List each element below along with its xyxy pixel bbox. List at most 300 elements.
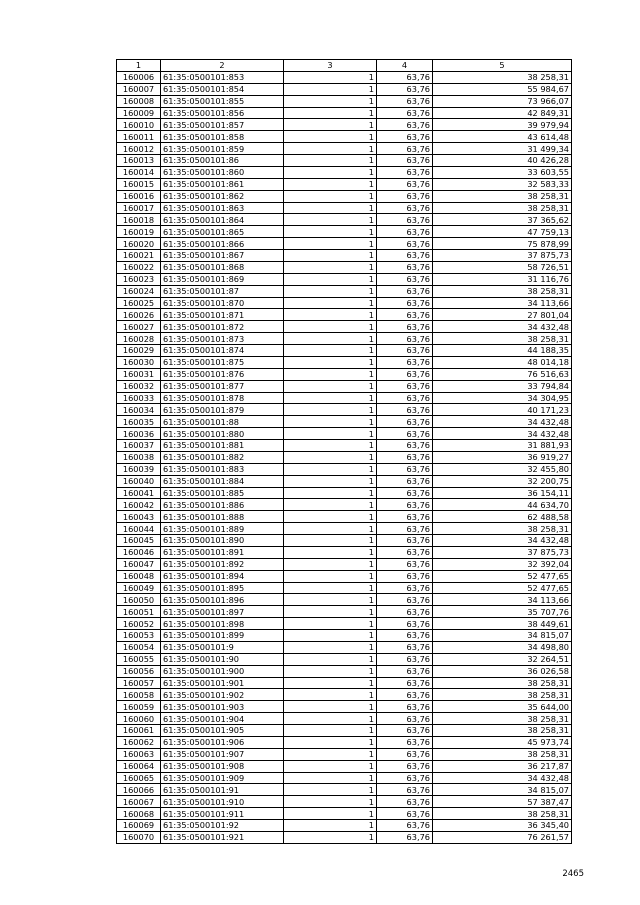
value-cell: 44 634,70 xyxy=(433,499,572,511)
value-cell: 35 644,00 xyxy=(433,701,572,713)
cadastral-number-cell: 61:35:0500101:881 xyxy=(161,440,284,452)
cadastral-number-cell: 61:35:0500101:865 xyxy=(161,226,284,238)
cadastral-number-cell: 61:35:0500101:921 xyxy=(161,831,284,843)
area-cell: 63,76 xyxy=(377,285,433,297)
value-cell: 34 304,95 xyxy=(433,392,572,404)
table-row xyxy=(117,202,572,214)
quantity-cell: 1 xyxy=(284,808,377,820)
table-row xyxy=(117,273,572,285)
table-row xyxy=(117,606,572,618)
value-cell: 34 498,80 xyxy=(433,641,572,653)
quantity-cell: 1 xyxy=(284,689,377,701)
cadastral-number-cell: 61:35:0500101:863 xyxy=(161,202,284,214)
table-row xyxy=(117,784,572,796)
area-cell: 63,76 xyxy=(377,202,433,214)
area-cell: 63,76 xyxy=(377,689,433,701)
quantity-cell: 1 xyxy=(284,250,377,262)
cadastral-number-cell: 61:35:0500101:9 xyxy=(161,641,284,653)
row-number-cell: 160062 xyxy=(117,736,161,748)
column-header-1: 1 xyxy=(117,60,161,72)
row-number-cell: 160067 xyxy=(117,796,161,808)
quantity-cell: 1 xyxy=(284,131,377,143)
cadastral-number-cell: 61:35:0500101:92 xyxy=(161,820,284,832)
table-row xyxy=(117,796,572,808)
row-number-cell: 160018 xyxy=(117,214,161,226)
quantity-cell: 1 xyxy=(284,261,377,273)
area-cell: 63,76 xyxy=(377,297,433,309)
area-cell: 63,76 xyxy=(377,178,433,190)
row-number-cell: 160043 xyxy=(117,511,161,523)
row-number-cell: 160010 xyxy=(117,119,161,131)
cadastral-number-cell: 61:35:0500101:897 xyxy=(161,606,284,618)
quantity-cell: 1 xyxy=(284,725,377,737)
area-cell: 63,76 xyxy=(377,416,433,428)
area-cell: 63,76 xyxy=(377,725,433,737)
cadastral-number-cell: 61:35:0500101:886 xyxy=(161,499,284,511)
area-cell: 63,76 xyxy=(377,796,433,808)
table-row xyxy=(117,570,572,582)
value-cell: 55 984,67 xyxy=(433,83,572,95)
cadastral-number-cell: 61:35:0500101:901 xyxy=(161,677,284,689)
cadastral-number-cell: 61:35:0500101:911 xyxy=(161,808,284,820)
row-number-cell: 160013 xyxy=(117,155,161,167)
quantity-cell: 1 xyxy=(284,368,377,380)
quantity-cell: 1 xyxy=(284,748,377,760)
cadastral-number-cell: 61:35:0500101:888 xyxy=(161,511,284,523)
value-cell: 32 264,51 xyxy=(433,653,572,665)
table-row xyxy=(117,546,572,558)
table-row xyxy=(117,582,572,594)
area-cell: 63,76 xyxy=(377,238,433,250)
quantity-cell: 1 xyxy=(284,440,377,452)
area-cell: 63,76 xyxy=(377,665,433,677)
row-number-cell: 160068 xyxy=(117,808,161,820)
table-row xyxy=(117,736,572,748)
table-row xyxy=(117,297,572,309)
value-cell: 38 258,31 xyxy=(433,190,572,202)
area-cell: 63,76 xyxy=(377,760,433,772)
area-cell: 63,76 xyxy=(377,582,433,594)
value-cell: 45 973,74 xyxy=(433,736,572,748)
value-cell: 36 026,58 xyxy=(433,665,572,677)
row-number-cell: 160036 xyxy=(117,428,161,440)
table-row xyxy=(117,107,572,119)
row-number-cell: 160059 xyxy=(117,701,161,713)
area-cell: 63,76 xyxy=(377,214,433,226)
cadastral-number-cell: 61:35:0500101:885 xyxy=(161,487,284,499)
quantity-cell: 1 xyxy=(284,297,377,309)
table-row xyxy=(117,713,572,725)
row-number-cell: 160058 xyxy=(117,689,161,701)
value-cell: 39 979,94 xyxy=(433,119,572,131)
cadastral-number-cell: 61:35:0500101:864 xyxy=(161,214,284,226)
quantity-cell: 1 xyxy=(284,820,377,832)
cadastral-number-cell: 61:35:0500101:905 xyxy=(161,725,284,737)
cadastral-number-cell: 61:35:0500101:879 xyxy=(161,404,284,416)
quantity-cell: 1 xyxy=(284,546,377,558)
table-row xyxy=(117,178,572,190)
column-header-3: 3 xyxy=(284,60,377,72)
row-number-cell: 160050 xyxy=(117,594,161,606)
quantity-cell: 1 xyxy=(284,214,377,226)
quantity-cell: 1 xyxy=(284,119,377,131)
value-cell: 36 919,27 xyxy=(433,451,572,463)
area-cell: 63,76 xyxy=(377,630,433,642)
cadastral-number-cell: 61:35:0500101:874 xyxy=(161,345,284,357)
quantity-cell: 1 xyxy=(284,190,377,202)
area-cell: 63,76 xyxy=(377,273,433,285)
value-cell: 34 113,66 xyxy=(433,594,572,606)
value-cell: 44 188,35 xyxy=(433,345,572,357)
area-cell: 63,76 xyxy=(377,511,433,523)
data-table xyxy=(116,59,572,844)
row-number-cell: 160030 xyxy=(117,356,161,368)
value-cell: 52 477,65 xyxy=(433,570,572,582)
area-cell: 63,76 xyxy=(377,653,433,665)
column-header-4: 4 xyxy=(377,60,433,72)
quantity-cell: 1 xyxy=(284,736,377,748)
header-row xyxy=(117,60,572,72)
cadastral-number-cell: 61:35:0500101:858 xyxy=(161,131,284,143)
quantity-cell: 1 xyxy=(284,71,377,83)
quantity-cell: 1 xyxy=(284,345,377,357)
value-cell: 38 258,31 xyxy=(433,725,572,737)
cadastral-number-cell: 61:35:0500101:869 xyxy=(161,273,284,285)
quantity-cell: 1 xyxy=(284,701,377,713)
row-number-cell: 160032 xyxy=(117,380,161,392)
row-number-cell: 160065 xyxy=(117,772,161,784)
table-row xyxy=(117,356,572,368)
area-cell: 63,76 xyxy=(377,487,433,499)
quantity-cell: 1 xyxy=(284,392,377,404)
cadastral-number-cell: 61:35:0500101:903 xyxy=(161,701,284,713)
table-row xyxy=(117,333,572,345)
cadastral-number-cell: 61:35:0500101:871 xyxy=(161,309,284,321)
table-row xyxy=(117,261,572,273)
row-number-cell: 160023 xyxy=(117,273,161,285)
row-number-cell: 160055 xyxy=(117,653,161,665)
row-number-cell: 160038 xyxy=(117,451,161,463)
table-row xyxy=(117,475,572,487)
area-cell: 63,76 xyxy=(377,155,433,167)
row-number-cell: 160015 xyxy=(117,178,161,190)
row-number-cell: 160039 xyxy=(117,463,161,475)
cadastral-number-cell: 61:35:0500101:892 xyxy=(161,558,284,570)
row-number-cell: 160034 xyxy=(117,404,161,416)
value-cell: 34 432,48 xyxy=(433,321,572,333)
value-cell: 32 200,75 xyxy=(433,475,572,487)
table-row xyxy=(117,380,572,392)
area-cell: 63,76 xyxy=(377,428,433,440)
row-number-cell: 160008 xyxy=(117,95,161,107)
quantity-cell: 1 xyxy=(284,451,377,463)
value-cell: 32 583,33 xyxy=(433,178,572,190)
quantity-cell: 1 xyxy=(284,677,377,689)
quantity-cell: 1 xyxy=(284,665,377,677)
table-row xyxy=(117,428,572,440)
row-number-cell: 160040 xyxy=(117,475,161,487)
area-cell: 63,76 xyxy=(377,107,433,119)
quantity-cell: 1 xyxy=(284,570,377,582)
row-number-cell: 160031 xyxy=(117,368,161,380)
quantity-cell: 1 xyxy=(284,772,377,784)
quantity-cell: 1 xyxy=(284,143,377,155)
area-cell: 63,76 xyxy=(377,736,433,748)
area-cell: 63,76 xyxy=(377,748,433,760)
value-cell: 76 516,63 xyxy=(433,368,572,380)
quantity-cell: 1 xyxy=(284,356,377,368)
table-row xyxy=(117,321,572,333)
row-number-cell: 160020 xyxy=(117,238,161,250)
table-row xyxy=(117,416,572,428)
area-cell: 63,76 xyxy=(377,475,433,487)
table-row xyxy=(117,523,572,535)
cadastral-number-cell: 61:35:0500101:909 xyxy=(161,772,284,784)
quantity-cell: 1 xyxy=(284,630,377,642)
row-number-cell: 160047 xyxy=(117,558,161,570)
table-row xyxy=(117,463,572,475)
value-cell: 37 875,73 xyxy=(433,546,572,558)
value-cell: 38 258,31 xyxy=(433,202,572,214)
cadastral-number-cell: 61:35:0500101:872 xyxy=(161,321,284,333)
value-cell: 40 426,28 xyxy=(433,155,572,167)
table-row xyxy=(117,677,572,689)
row-number-cell: 160022 xyxy=(117,261,161,273)
area-cell: 63,76 xyxy=(377,143,433,155)
cadastral-number-cell: 61:35:0500101:854 xyxy=(161,83,284,95)
cadastral-number-cell: 61:35:0500101:876 xyxy=(161,368,284,380)
quantity-cell: 1 xyxy=(284,594,377,606)
cadastral-number-cell: 61:35:0500101:91 xyxy=(161,784,284,796)
value-cell: 38 258,31 xyxy=(433,808,572,820)
cadastral-number-cell: 61:35:0500101:891 xyxy=(161,546,284,558)
value-cell: 36 345,40 xyxy=(433,820,572,832)
value-cell: 62 488,58 xyxy=(433,511,572,523)
table-row xyxy=(117,345,572,357)
value-cell: 52 477,65 xyxy=(433,582,572,594)
area-cell: 63,76 xyxy=(377,772,433,784)
table-row xyxy=(117,143,572,155)
quantity-cell: 1 xyxy=(284,178,377,190)
area-cell: 63,76 xyxy=(377,119,433,131)
area-cell: 63,76 xyxy=(377,131,433,143)
row-number-cell: 160061 xyxy=(117,725,161,737)
table-row xyxy=(117,238,572,250)
value-cell: 38 258,31 xyxy=(433,523,572,535)
quantity-cell: 1 xyxy=(284,238,377,250)
value-cell: 75 878,99 xyxy=(433,238,572,250)
table-row xyxy=(117,309,572,321)
table-row xyxy=(117,630,572,642)
area-cell: 63,76 xyxy=(377,250,433,262)
value-cell: 42 849,31 xyxy=(433,107,572,119)
table-row xyxy=(117,665,572,677)
area-cell: 63,76 xyxy=(377,701,433,713)
row-number-cell: 160021 xyxy=(117,250,161,262)
area-cell: 63,76 xyxy=(377,820,433,832)
row-number-cell: 160012 xyxy=(117,143,161,155)
cadastral-number-cell: 61:35:0500101:907 xyxy=(161,748,284,760)
value-cell: 34 432,48 xyxy=(433,772,572,784)
quantity-cell: 1 xyxy=(284,166,377,178)
cadastral-number-cell: 61:35:0500101:884 xyxy=(161,475,284,487)
quantity-cell: 1 xyxy=(284,487,377,499)
value-cell: 76 261,57 xyxy=(433,831,572,843)
cadastral-number-cell: 61:35:0500101:866 xyxy=(161,238,284,250)
area-cell: 63,76 xyxy=(377,546,433,558)
area-cell: 63,76 xyxy=(377,618,433,630)
table-row xyxy=(117,808,572,820)
value-cell: 38 258,31 xyxy=(433,748,572,760)
row-number-cell: 160060 xyxy=(117,713,161,725)
cadastral-number-cell: 61:35:0500101:855 xyxy=(161,95,284,107)
table-row xyxy=(117,440,572,452)
area-cell: 63,76 xyxy=(377,523,433,535)
value-cell: 34 432,48 xyxy=(433,535,572,547)
table-row xyxy=(117,820,572,832)
value-cell: 31 881,93 xyxy=(433,440,572,452)
quantity-cell: 1 xyxy=(284,83,377,95)
row-number-cell: 160014 xyxy=(117,166,161,178)
cadastral-number-cell: 61:35:0500101:878 xyxy=(161,392,284,404)
area-cell: 63,76 xyxy=(377,451,433,463)
value-cell: 48 014,18 xyxy=(433,356,572,368)
row-number-cell: 160033 xyxy=(117,392,161,404)
area-cell: 63,76 xyxy=(377,831,433,843)
cadastral-number-cell: 61:35:0500101:87 xyxy=(161,285,284,297)
area-cell: 63,76 xyxy=(377,261,433,273)
table-row xyxy=(117,285,572,297)
quantity-cell: 1 xyxy=(284,535,377,547)
area-cell: 63,76 xyxy=(377,808,433,820)
quantity-cell: 1 xyxy=(284,463,377,475)
area-cell: 63,76 xyxy=(377,594,433,606)
table-row xyxy=(117,689,572,701)
cadastral-number-cell: 61:35:0500101:895 xyxy=(161,582,284,594)
row-number-cell: 160069 xyxy=(117,820,161,832)
cadastral-number-cell: 61:35:0500101:873 xyxy=(161,333,284,345)
value-cell: 38 258,31 xyxy=(433,677,572,689)
cadastral-number-cell: 61:35:0500101:880 xyxy=(161,428,284,440)
cadastral-number-cell: 61:35:0500101:900 xyxy=(161,665,284,677)
area-cell: 63,76 xyxy=(377,677,433,689)
cadastral-number-cell: 61:35:0500101:883 xyxy=(161,463,284,475)
area-cell: 63,76 xyxy=(377,784,433,796)
cadastral-number-cell: 61:35:0500101:875 xyxy=(161,356,284,368)
cadastral-number-cell: 61:35:0500101:860 xyxy=(161,166,284,178)
area-cell: 63,76 xyxy=(377,309,433,321)
quantity-cell: 1 xyxy=(284,831,377,843)
area-cell: 63,76 xyxy=(377,463,433,475)
value-cell: 38 258,31 xyxy=(433,333,572,345)
table-row xyxy=(117,641,572,653)
row-number-cell: 160045 xyxy=(117,535,161,547)
quantity-cell: 1 xyxy=(284,713,377,725)
row-number-cell: 160064 xyxy=(117,760,161,772)
value-cell: 31 116,76 xyxy=(433,273,572,285)
area-cell: 63,76 xyxy=(377,606,433,618)
area-cell: 63,76 xyxy=(377,321,433,333)
table-row xyxy=(117,214,572,226)
quantity-cell: 1 xyxy=(284,558,377,570)
quantity-cell: 1 xyxy=(284,618,377,630)
cadastral-number-cell: 61:35:0500101:868 xyxy=(161,261,284,273)
row-number-cell: 160024 xyxy=(117,285,161,297)
value-cell: 36 217,87 xyxy=(433,760,572,772)
value-cell: 38 258,31 xyxy=(433,689,572,701)
cadastral-number-cell: 61:35:0500101:867 xyxy=(161,250,284,262)
table-row xyxy=(117,83,572,95)
table-row xyxy=(117,119,572,131)
row-number-cell: 160027 xyxy=(117,321,161,333)
value-cell: 40 171,23 xyxy=(433,404,572,416)
cadastral-number-cell: 61:35:0500101:882 xyxy=(161,451,284,463)
cadastral-number-cell: 61:35:0500101:902 xyxy=(161,689,284,701)
area-cell: 63,76 xyxy=(377,380,433,392)
quantity-cell: 1 xyxy=(284,107,377,119)
quantity-cell: 1 xyxy=(284,796,377,808)
table-row xyxy=(117,772,572,784)
quantity-cell: 1 xyxy=(284,523,377,535)
table-row xyxy=(117,618,572,630)
area-cell: 63,76 xyxy=(377,95,433,107)
area-cell: 63,76 xyxy=(377,535,433,547)
cadastral-number-cell: 61:35:0500101:88 xyxy=(161,416,284,428)
row-number-cell: 160052 xyxy=(117,618,161,630)
value-cell: 34 432,48 xyxy=(433,416,572,428)
quantity-cell: 1 xyxy=(284,784,377,796)
value-cell: 47 759,13 xyxy=(433,226,572,238)
row-number-cell: 160007 xyxy=(117,83,161,95)
value-cell: 34 815,07 xyxy=(433,630,572,642)
cadastral-number-cell: 61:35:0500101:898 xyxy=(161,618,284,630)
cadastral-number-cell: 61:35:0500101:870 xyxy=(161,297,284,309)
table-row xyxy=(117,831,572,843)
table-row xyxy=(117,368,572,380)
quantity-cell: 1 xyxy=(284,582,377,594)
row-number-cell: 160026 xyxy=(117,309,161,321)
column-header-2: 2 xyxy=(161,60,284,72)
row-number-cell: 160029 xyxy=(117,345,161,357)
area-cell: 63,76 xyxy=(377,368,433,380)
quantity-cell: 1 xyxy=(284,155,377,167)
table-row xyxy=(117,760,572,772)
value-cell: 36 154,11 xyxy=(433,487,572,499)
row-number-cell: 160025 xyxy=(117,297,161,309)
quantity-cell: 1 xyxy=(284,380,377,392)
table-row xyxy=(117,487,572,499)
cadastral-number-cell: 61:35:0500101:910 xyxy=(161,796,284,808)
area-cell: 63,76 xyxy=(377,558,433,570)
table-row xyxy=(117,250,572,262)
row-number-cell: 160041 xyxy=(117,487,161,499)
area-cell: 63,76 xyxy=(377,440,433,452)
row-number-cell: 160037 xyxy=(117,440,161,452)
value-cell: 37 365,62 xyxy=(433,214,572,226)
table-row xyxy=(117,701,572,713)
value-cell: 33 603,55 xyxy=(433,166,572,178)
area-cell: 63,76 xyxy=(377,71,433,83)
row-number-cell: 160056 xyxy=(117,665,161,677)
quantity-cell: 1 xyxy=(284,416,377,428)
table-row xyxy=(117,499,572,511)
value-cell: 73 966,07 xyxy=(433,95,572,107)
cadastral-number-cell: 61:35:0500101:90 xyxy=(161,653,284,665)
quantity-cell: 1 xyxy=(284,511,377,523)
row-number-cell: 160006 xyxy=(117,71,161,83)
row-number-cell: 160066 xyxy=(117,784,161,796)
area-cell: 63,76 xyxy=(377,345,433,357)
